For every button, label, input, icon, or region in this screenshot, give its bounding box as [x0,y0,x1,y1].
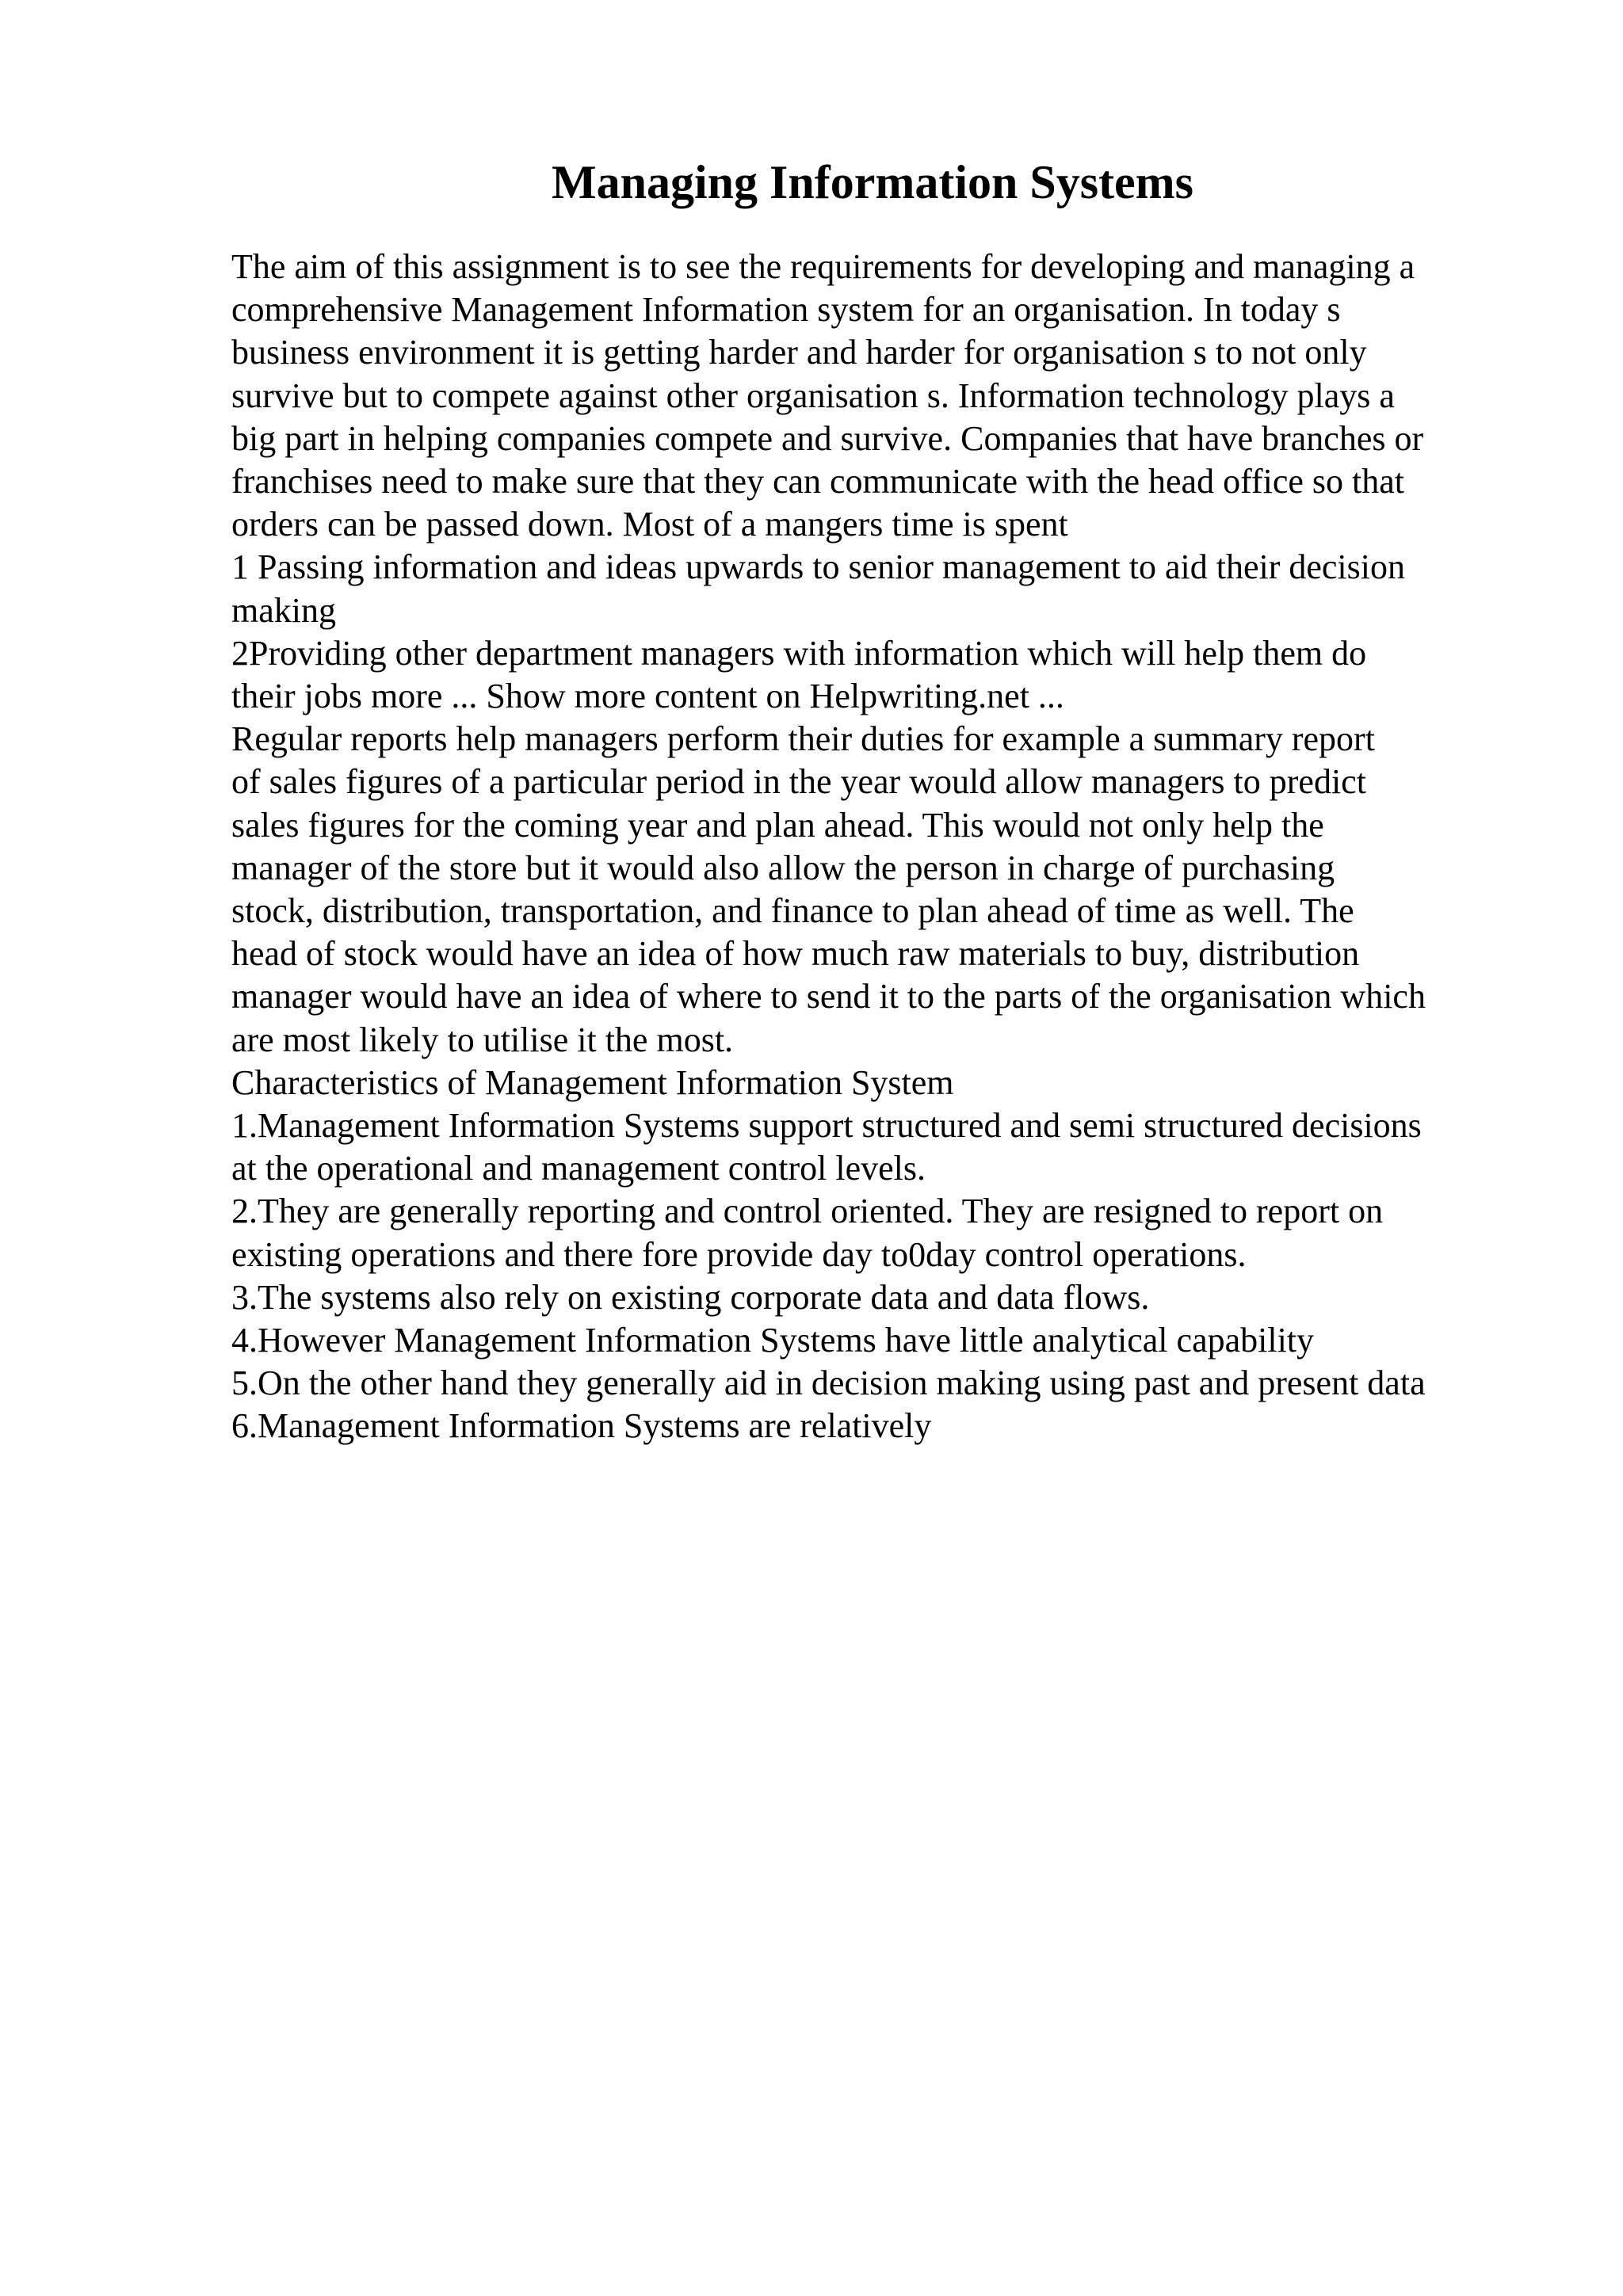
body-line: 2.They are generally reporting and control oriented. They are resigned to report on [231,1192,1384,1231]
body-line: business environment it is getting harder and harder for organisation s to not only [231,333,1367,372]
body-line: comprehensive Management Information system for an organisation. In today s [231,290,1341,330]
body-line: The aim of this assignment is to see the requirements for developing and managing a [231,247,1415,286]
body-line: manager of the store but it would also allow the person in charge of purchasing [231,848,1335,887]
body-line: making [231,590,336,630]
body-line: existing operations and there fore provide day to0day control operations. [231,1234,1247,1274]
body-line: their jobs more ... Show more content on Helpwriting.net ... [231,677,1064,716]
body-line: 2Providing other department managers with information which will help them do [231,633,1367,673]
body-line: 5.On the other hand they generally aid in decision making using past and present data [231,1363,1426,1403]
document-body [231,246,1594,1448]
body-line: 3.The systems also rely on existing corporate data and data flows. [231,1277,1150,1317]
body-line: at the operational and management control levels. [231,1149,926,1188]
body-line: 6.Management Information Systems are relatively [231,1406,932,1446]
body-line: manager would have an idea of where to send it to the parts of the organisation which [231,977,1426,1016]
body-line: of sales figures of a particular period in the year would allow managers to predict [231,762,1366,802]
body-line: survive but to compete against other organisation s. Information technology plays a [231,376,1395,415]
body-line: Characteristics of Management Information System [231,1062,954,1102]
body-line: orders can be passed down. Most of a mangers time is spent [231,505,1068,544]
body-line: Regular reports help managers perform their duties for example a summary report [231,719,1375,759]
document-title: Managing Information Systems [551,156,1194,208]
body-line: stock, distribution, transportation, and finance to plan ahead of time as well. The [231,891,1354,931]
body-line: big part in helping companies compete and survive. Companies that have branches or [231,418,1424,458]
body-line: head of stock would have an idea of how much raw materials to buy, distribution [231,934,1360,974]
body-line: sales figures for the coming year and plan ahead. This would not only help the [231,805,1324,845]
body-line: franchises need to make sure that they can communicate with the head office so that [231,462,1404,502]
body-line: 1.Management Information Systems support structured and semi structured decisions [231,1106,1422,1146]
body-line: 4.However Management Information Systems have little analytical capability [231,1321,1315,1360]
body-line: 1 Passing information and ideas upwards to senior management to aid their decision [231,547,1406,587]
body-line: are most likely to utilise it the most. [231,1020,734,1059]
